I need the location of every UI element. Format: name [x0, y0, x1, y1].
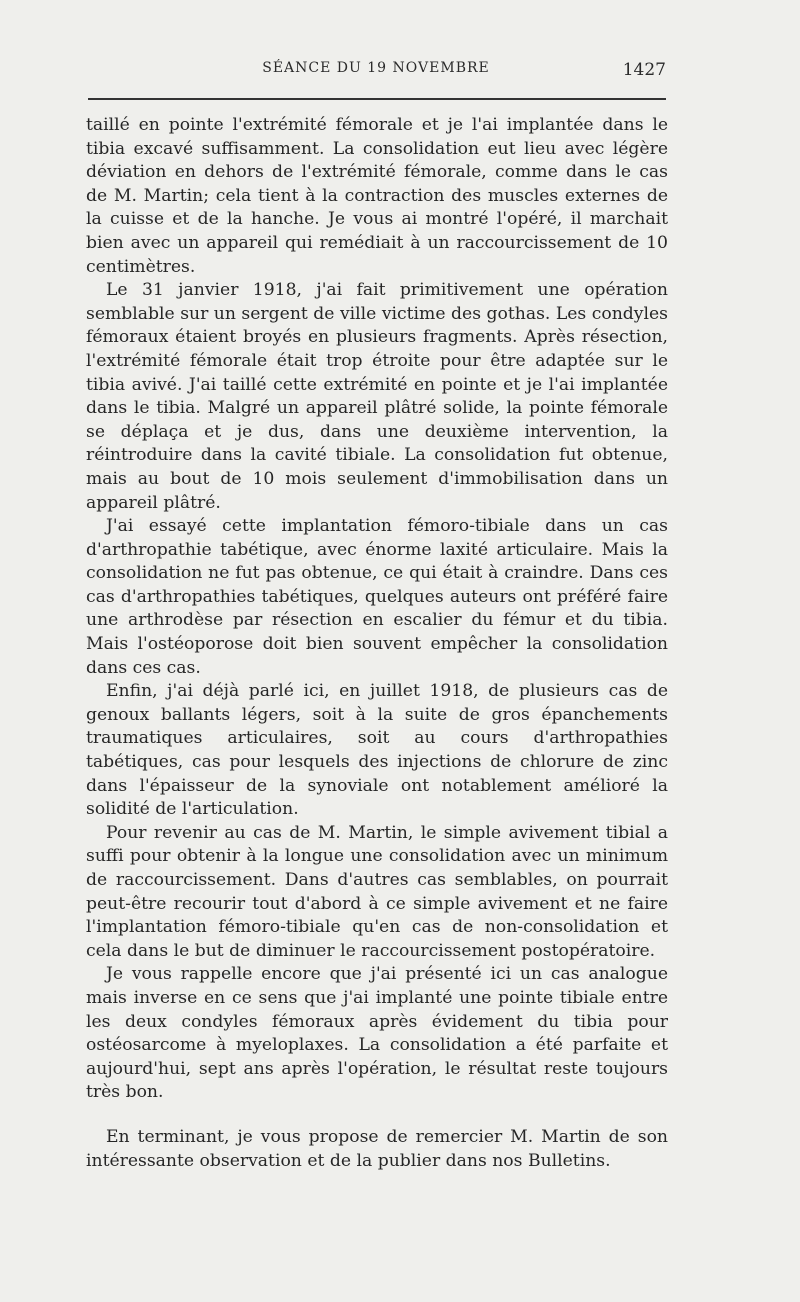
running-title: SÉANCE DU 19 NOVEMBRE	[262, 60, 490, 76]
header-rule	[88, 98, 666, 100]
page-number: 1427	[622, 60, 666, 80]
paragraph-5: Pour revenir au cas de M. Martin, le simple avivement tibial a suffi pour obtenir à la longue une consolidation avec un minimum de raccourcissement. Dans d'autres cas semblables, on pourrait peut-être recourir tout d'abord à ce simple avivement et ne faire l'implantation fémoro-tibiale qu'en cas de non-consolidation et cela dans le but de diminuer le raccourcissement postopératoire.	[86, 822, 668, 961]
closing-paragraph: En terminant, je vous propose de remercier M. Martin de son intéressante observation et de la publier dans nos Bulletins.	[86, 1127, 668, 1171]
paragraph-3: J'ai essayé cette implantation fémoro-tibiale dans un cas d'arthropathie tabétique, avec énorme laxité articulaire. Mais la consolidation ne fut pas obtenue, ce qui était à craindre. Dans ces cas d'arthropathies tabétiques, quelques auteurs ont préféré faire une arthrodèse par résection en escalier du fémur et du tibia. Mais l'ostéoporose doit bien souvent empêcher la consolidation dans ces cas.	[86, 516, 668, 678]
paragraph-2: Le 31 janvier 1918, j'ai fait primitivement une opération semblable sur un sergent de ville victime des gothas. Les condyles fémoraux étaient broyés en plusieurs fragments. Après résection, l'extrémité fémorale était trop étroite pour être adaptée sur le tibia avivé. J'ai taillé cette extrémité en pointe et je l'ai implantée dans le tibia. Malgré un appareil plâtré solide, la pointe fémorale se déplaça et je dus, dans une deuxième intervention, la réintroduire dans la cavité tibiale. La consolidation fut obtenue, mais au bout de 10 mois seulement d'immobilisation dans un appareil plâtré.	[86, 280, 668, 513]
paragraph-4: Enfin, j'ai déjà parlé ici, en juillet 1918, de plusieurs cas de genoux ballants légers, soit à la suite de gros épanchements traumatiques articulaires, soit au cours d'arthropathies tabétiques, cas pour lesquels des injections de chlorure de zinc dans l'épaisseur de la synoviale ont notablement amélioré la solidité de l'articulation.	[86, 681, 668, 820]
page-header	[86, 60, 666, 86]
closing-section	[86, 1126, 668, 1173]
body-text	[86, 114, 668, 1105]
paragraph-6: Je vous rappelle encore que j'ai présenté ici un cas analogue mais inverse en ce sens que j'ai implanté une pointe tibiale entre les deux condyles fémoraux après évidement du tibia pour ostéosarcome à myeloplaxes. La consolidation a été parfaite et aujourd'hui, sept ans après l'opération, le résultat reste toujours très bon.	[86, 964, 668, 1103]
paragraph-1: taillé en pointe l'extrémité fémorale et je l'ai implantée dans le tibia excavé suffisamment. La consolidation eut lieu avec légère déviation en dehors de l'extrémité fémorale, comme dans le cas de M. Martin; cela tient à la contraction des muscles externes de la cuisse et de la hanche. Je vous ai montré l'opéré, il marchait bien avec un appareil qui remédiait à un raccourcissement de 10 centimètres.	[86, 115, 668, 277]
